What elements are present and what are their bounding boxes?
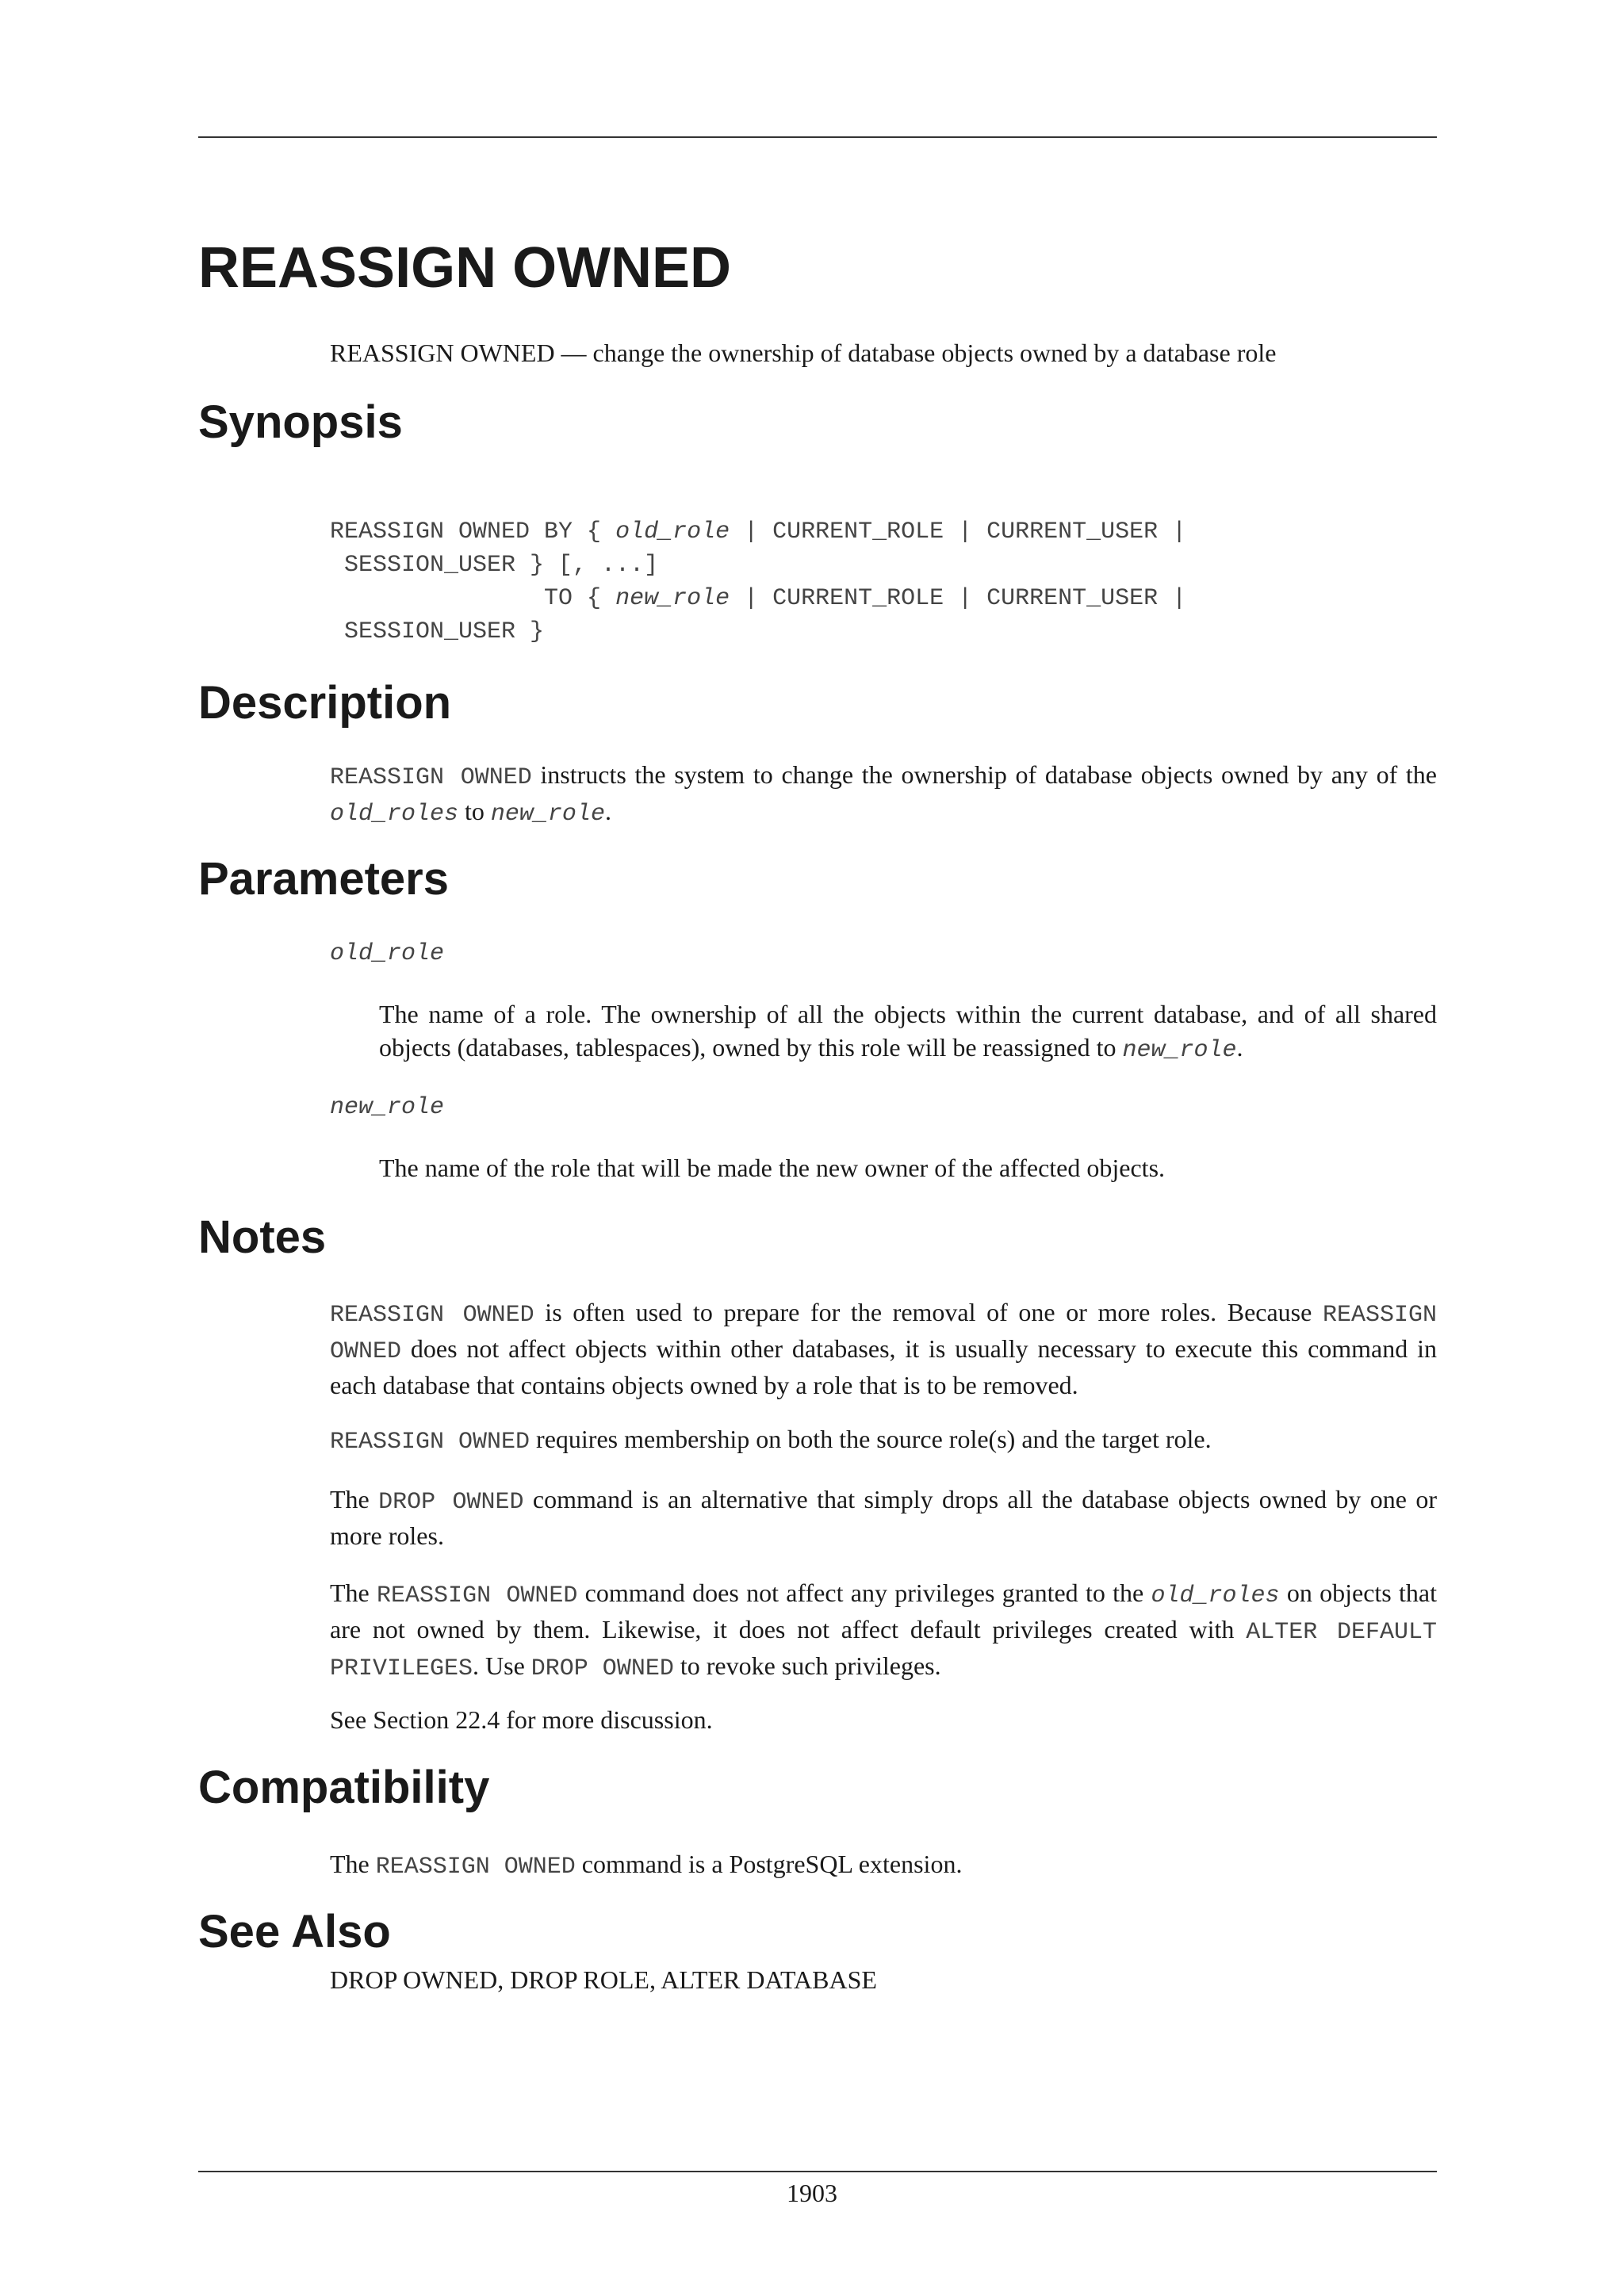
param-term-old-role: old_role — [330, 940, 445, 967]
header-rule — [198, 136, 1437, 138]
notes-heading: Notes — [198, 1211, 327, 1263]
param-term-new-role: new_role — [330, 1094, 445, 1121]
notes-paragraph-4: The REASSIGN OWNED command does not affect any privileges granted to the old_roles on objects that are not owned by them. Likewise, it does not affect default privileges created with ALTER DEFAULT PRIVILEGES. Use DROP OWNED to revoke such privileges. — [330, 1578, 1438, 1682]
description-text: REASSIGN OWNED instructs the system to change the ownership of database objects owned by any of the old_roles to new_role. — [330, 760, 1438, 828]
synopsis-code: REASSIGN OWNED BY { old_role | CURRENT_ROLE | CURRENT_USER | SESSION_USER } [, ...] TO { new_role | CURRENT_ROLE | CURRENT_USER | SESSION_USER } — [330, 519, 1187, 645]
page-title: REASSIGN OWNED — [198, 236, 732, 300]
see-also-text: DROP OWNED, DROP ROLE, ALTER DATABASE — [330, 1965, 877, 1994]
parameters-heading: Parameters — [198, 853, 449, 905]
synopsis-heading: Synopsis — [198, 396, 403, 448]
refpurpose: REASSIGN OWNED — change the ownership of database objects owned by a database role — [330, 339, 1277, 367]
description-heading: Description — [198, 677, 452, 729]
notes-paragraph-1: REASSIGN OWNED is often used to prepare for the removal of one or more roles. Because REASSIGN OWNED does not affect objects within other databases, it is usually necessary to execute this command in each database that contains objects owned by a role that is to be removed. — [330, 1298, 1437, 1399]
param-desc-old-role: The name of a role. The ownership of all the objects within the current database, and of all shared objects (databases, tablespaces), owned by this role will be reassigned to new_role. — [379, 1000, 1437, 1064]
footer-rule — [198, 2171, 1437, 2172]
see-also-heading: See Also — [198, 1906, 391, 1957]
compatibility-heading: Compatibility — [198, 1762, 490, 1813]
compatibility-text: The REASSIGN OWNED command is a PostgreSQL extension. — [330, 1850, 963, 1881]
notes-paragraph-5: See Section 22.4 for more discussion. — [330, 1705, 713, 1734]
notes-paragraph-3: The DROP OWNED command is an alternative that simply drops all the database objects owned by one or more roles. — [330, 1485, 1438, 1550]
notes-paragraph-2: REASSIGN OWNED requires membership on both the source role(s) and the target role. — [330, 1425, 1212, 1456]
param-desc-new-role: The name of the role that will be made the new owner of the affected objects. — [379, 1154, 1166, 1182]
page-number: 1903 — [787, 2179, 837, 2207]
